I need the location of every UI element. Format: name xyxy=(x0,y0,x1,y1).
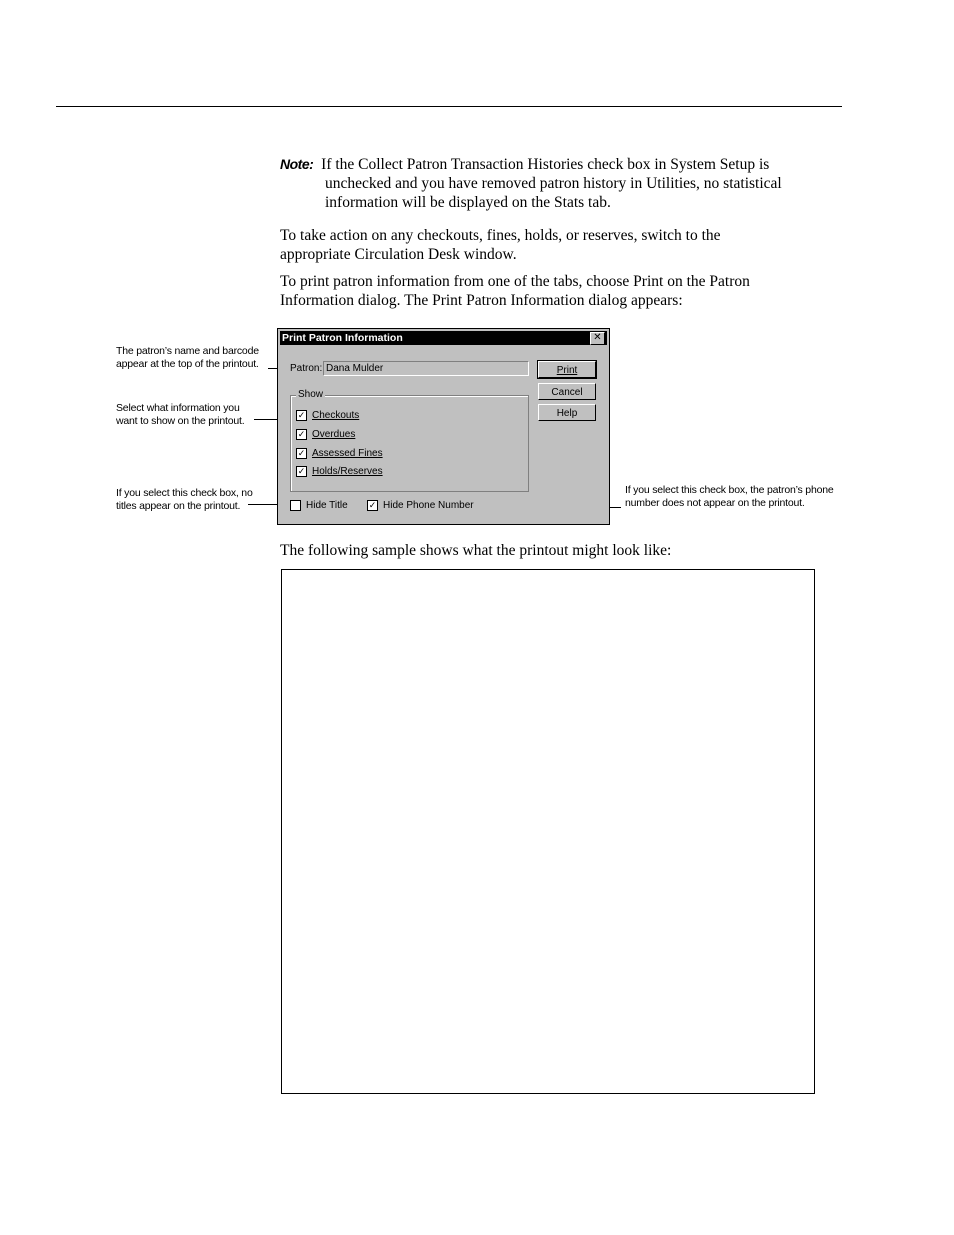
checkbox-checkouts[interactable] xyxy=(296,410,359,421)
note-paragraph xyxy=(280,155,840,212)
callout-show-line-1: Select what information you xyxy=(116,402,240,414)
checkbox-hide-title[interactable] xyxy=(290,500,348,511)
callout-hide-phone xyxy=(625,484,834,510)
callout-hide-title-line-2: titles appear on the printout. xyxy=(116,500,241,512)
checkbox-unchecked-icon[interactable] xyxy=(290,500,301,511)
checkbox-hide-title-label: Hide Title xyxy=(306,500,348,511)
close-icon[interactable]: ✕ xyxy=(590,332,605,345)
print-line-2: Information dialog. The Print Patron Information dialog appears: xyxy=(280,292,683,309)
note-line-3: information will be displayed on the Stats tab. xyxy=(325,194,611,211)
note-line-1: If the Collect Patron Transaction Histories check box in System Setup is xyxy=(321,156,770,173)
action-paragraph xyxy=(280,226,840,264)
callout-hide-phone-line-2: number does not appear on the printout. xyxy=(625,497,805,509)
sample-printout-frame xyxy=(281,569,815,1094)
callout-show-line-2: want to show on the printout. xyxy=(116,415,245,427)
checkbox-assessed-fines-label: Assessed Fines xyxy=(312,448,383,459)
checkbox-overdues-label: Overdues xyxy=(312,429,356,440)
callout-patron-line-1: The patron’s name and barcode xyxy=(116,345,259,357)
checkbox-checked-icon[interactable]: ✓ xyxy=(297,410,306,420)
help-button[interactable]: Help xyxy=(538,404,596,421)
print-button-label: Print xyxy=(556,365,578,376)
action-line-2: appropriate Circulation Desk window. xyxy=(280,246,517,263)
note-line-2: unchecked and you have removed patron history in Utilities, no statistical xyxy=(325,175,782,192)
callout-patron-line-2: appear at the top of the printout. xyxy=(116,358,259,370)
print-button[interactable] xyxy=(538,361,596,378)
callout-hide-title-line-1: If you select this check box, no xyxy=(116,487,253,499)
checkbox-assessed-fines[interactable] xyxy=(296,448,383,459)
print-paragraph xyxy=(280,272,840,310)
checkbox-hide-phone[interactable] xyxy=(367,500,474,511)
print-line-1: To print patron information from one of the tabs, choose Print on the Patron xyxy=(280,273,750,290)
checkbox-checked-icon[interactable]: ✓ xyxy=(297,466,306,476)
action-line-1: To take action on any checkouts, fines, holds, or reserves, switch to the xyxy=(280,227,721,244)
checkbox-checked-icon[interactable]: ✓ xyxy=(297,429,306,439)
callout-patron xyxy=(116,345,259,371)
callout-show xyxy=(116,402,244,428)
checkbox-checked-icon[interactable]: ✓ xyxy=(297,448,306,458)
checkbox-holds-reserves[interactable] xyxy=(296,466,383,477)
checkbox-checkouts-label: Checkouts xyxy=(312,410,360,421)
show-group-label: Show xyxy=(298,389,324,400)
checkbox-hide-phone-label: Hide Phone Number xyxy=(383,500,474,511)
dialog-title: Print Patron Information xyxy=(282,332,403,344)
note-label: Note: xyxy=(280,156,314,172)
sample-paragraph: The following sample shows what the printout might look like: xyxy=(280,542,672,559)
checkbox-holds-reserves-label: Holds/Reserves xyxy=(312,466,383,477)
patron-label: Patron: xyxy=(290,363,323,374)
checkbox-checked-icon[interactable]: ✓ xyxy=(368,500,377,510)
print-patron-dialog xyxy=(277,328,610,525)
callout-hide-phone-line-1: If you select this check box, the patron’s phone xyxy=(625,484,834,496)
checkbox-overdues[interactable] xyxy=(296,429,355,440)
patron-field: Dana Mulder xyxy=(323,361,529,376)
callout-hide-title xyxy=(116,487,253,513)
cancel-button[interactable]: Cancel xyxy=(538,383,596,400)
dialog-titlebar xyxy=(280,331,607,345)
header-rule xyxy=(56,106,842,107)
